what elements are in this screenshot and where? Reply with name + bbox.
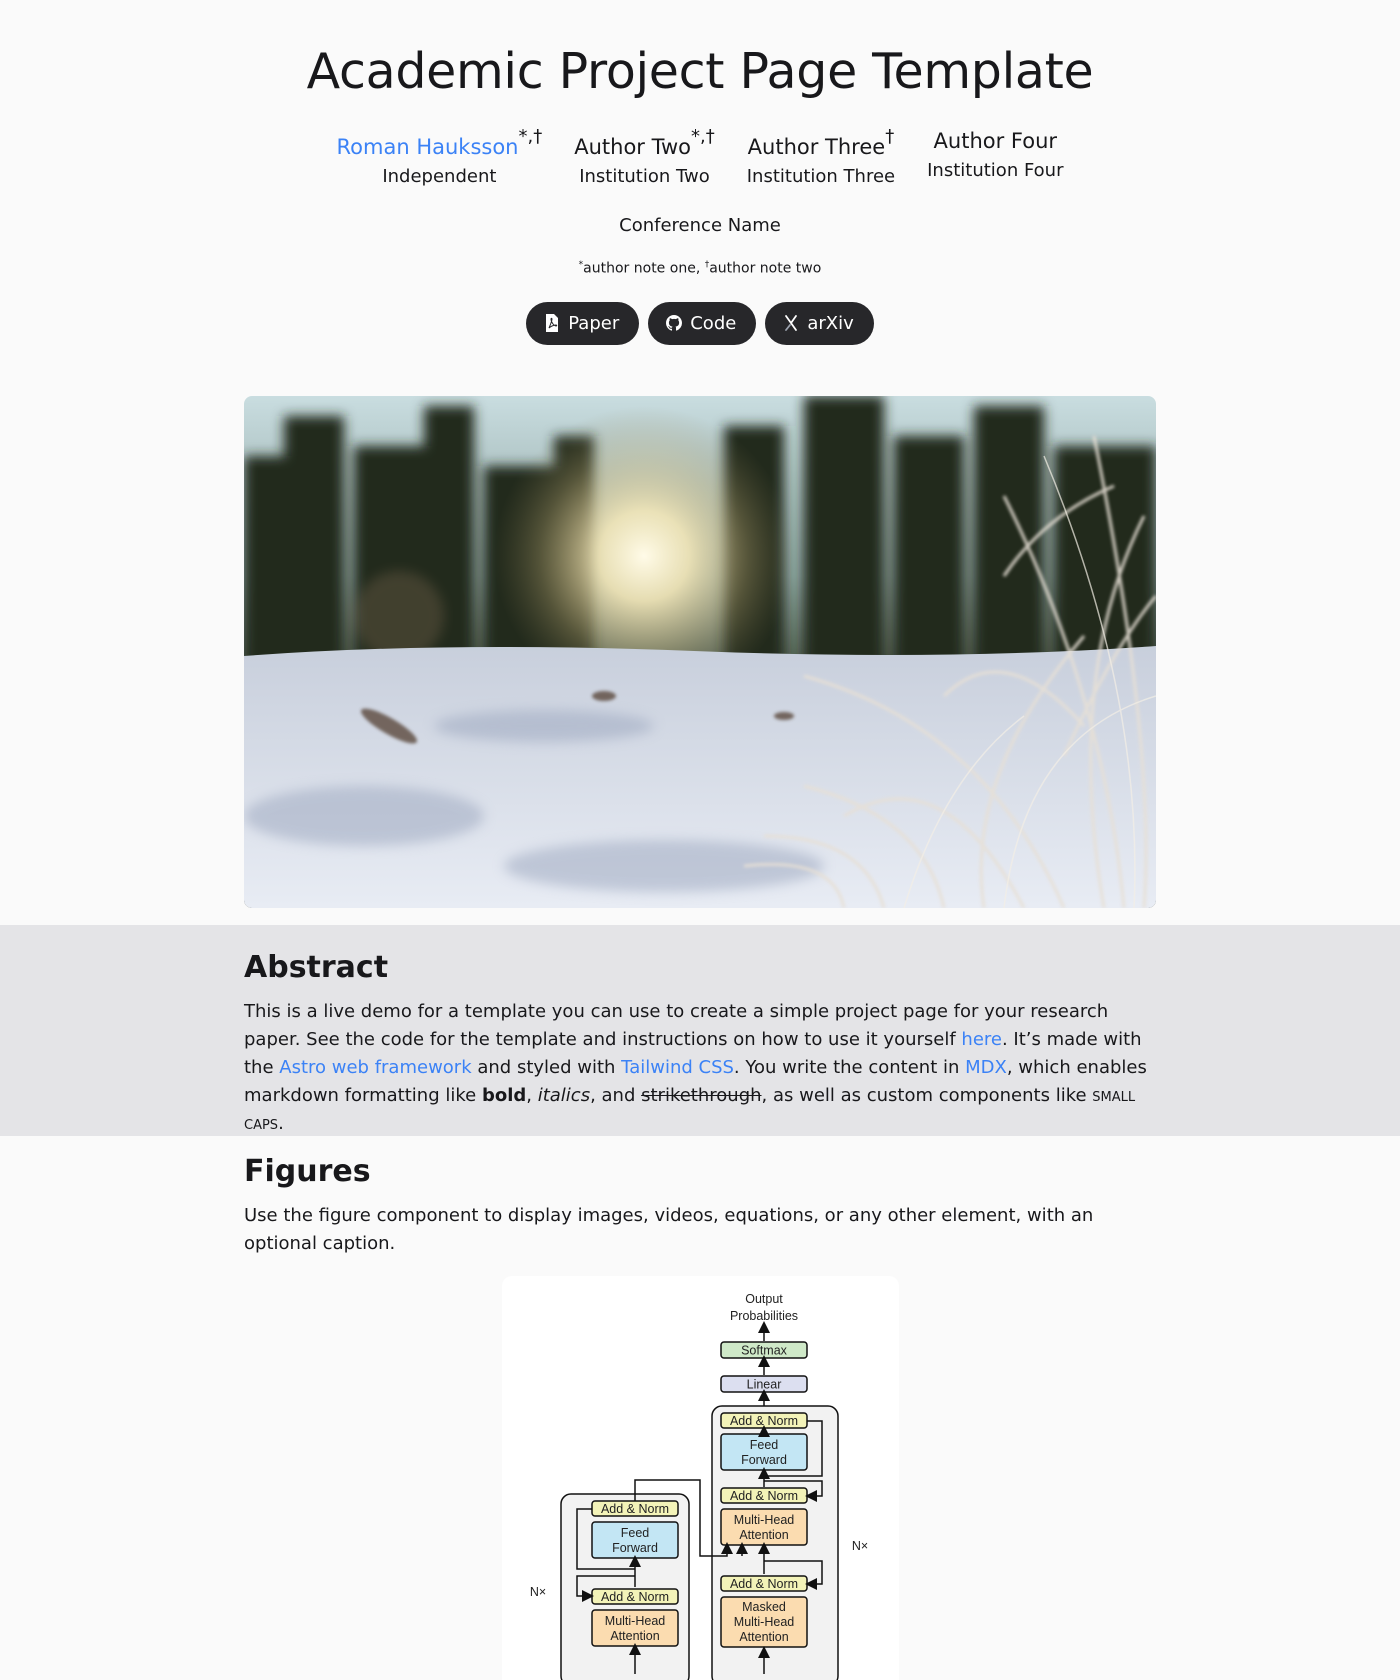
smallcaps-example: small caps <box>244 1085 1136 1134</box>
conference-name: Conference Name <box>619 215 781 236</box>
italics-example: italics <box>537 1085 591 1106</box>
figures-text: Use the figure component to display images, videos, equations, or any other element, with an optional caption. <box>244 1205 1094 1254</box>
strikethrough-example: strikethrough <box>641 1085 762 1106</box>
tailwind-link[interactable]: Tailwind CSS <box>621 1057 734 1078</box>
note-two: author note two <box>709 260 822 277</box>
pdf-file-icon <box>544 314 560 332</box>
decoder-add-norm-1: Add & Norm <box>729 1577 799 1591</box>
author-2-institution: Institution Two <box>579 166 710 187</box>
arxiv-icon <box>783 314 799 332</box>
decoder-cross-multihead-label: Multi-Head <box>733 1513 795 1527</box>
here-link[interactable]: here <box>961 1029 1002 1050</box>
encoder-add-norm-2: Add & Norm <box>600 1502 670 1516</box>
author-3-marks: † <box>885 126 895 147</box>
transformer-figure <box>502 1276 899 1680</box>
author-3-name: Author Three <box>747 135 886 159</box>
author-4-name: Author Four <box>933 129 1058 153</box>
mdx-link[interactable]: MDX <box>965 1057 1007 1078</box>
decoder-forward-label: Forward <box>741 1453 787 1467</box>
bold-example: bold <box>481 1085 527 1106</box>
figures-heading: Figures <box>244 1154 371 1189</box>
author-1 <box>337 128 543 189</box>
author-3-institution: Institution Three <box>746 166 896 187</box>
author-1-marks: *,† <box>518 126 543 147</box>
author-list <box>0 128 1400 189</box>
paper-button-label: Paper <box>568 312 620 334</box>
author-notes: *author note one, †author note two <box>578 260 822 277</box>
abstract-section <box>244 948 1156 1138</box>
abstract-text: This is a live demo for a template you can use to create a simple project page for your research paper. See the code for the template and instructions on how to use it yourself here. It’s made with the Astro web framework and styled with Tailwind CSS. You write the content in MDX, which enables markdown formatting like bold, italics, and strikethrough, as well as custom components like small caps. <box>244 1001 1147 1134</box>
output-label: Output <box>745 1292 783 1306</box>
encoder-multihead-label: Multi-Head <box>604 1614 666 1628</box>
decoder-feed-label: Feed <box>749 1438 779 1452</box>
encoder-nx-label: N× <box>529 1585 547 1599</box>
author-2-name: Author Two <box>574 135 691 159</box>
author-2-marks: *,† <box>691 126 715 147</box>
softmax-label: Softmax <box>741 1343 787 1358</box>
encoder-attention-label: Attention <box>610 1629 660 1643</box>
note-one-mark: * <box>578 260 584 270</box>
linear-label: Linear <box>746 1377 782 1392</box>
note-one: author note one <box>583 260 696 277</box>
page-title: Academic Project Page Template <box>306 43 1094 100</box>
decoder-add-norm-3: Add & Norm <box>729 1414 799 1428</box>
author-3 <box>747 128 895 189</box>
transformer-architecture-diagram <box>502 1276 899 1680</box>
code-button[interactable] <box>648 302 756 345</box>
note-two-mark: † <box>704 260 710 270</box>
decoder-nx-label: N× <box>851 1539 869 1553</box>
code-button-label: Code <box>690 312 737 334</box>
author-1-institution: Independent <box>382 166 497 187</box>
arxiv-button-label: arXiv <box>807 312 854 334</box>
link-buttons <box>0 302 1400 345</box>
author-1-link[interactable]: Roman Hauksson <box>336 135 519 159</box>
decoder-masked-attention-label: Attention <box>739 1630 789 1644</box>
decoder-masked-multihead-label: Multi-Head <box>733 1615 795 1629</box>
author-4-institution: Institution Four <box>927 160 1064 181</box>
figures-section <box>244 1152 1156 1258</box>
encoder-add-norm-1: Add & Norm <box>600 1590 670 1604</box>
probabilities-label: Probabilities <box>729 1309 799 1323</box>
decoder-cross-attention-label: Attention <box>739 1528 789 1542</box>
author-4 <box>927 128 1063 189</box>
hero-video[interactable] <box>244 396 1156 908</box>
decoder-masked-label: Masked <box>742 1600 786 1614</box>
encoder-feed-label: Feed <box>620 1526 650 1540</box>
astro-link[interactable]: Astro web framework <box>279 1057 472 1078</box>
encoder-forward-label: Forward <box>612 1541 658 1555</box>
decoder-add-norm-2: Add & Norm <box>729 1489 799 1503</box>
github-icon <box>666 314 682 332</box>
snowy-sunlit-field-image <box>244 396 1156 908</box>
paper-button[interactable] <box>526 302 639 345</box>
abstract-heading: Abstract <box>244 950 389 985</box>
author-2 <box>574 128 715 189</box>
arxiv-button[interactable] <box>765 302 873 345</box>
